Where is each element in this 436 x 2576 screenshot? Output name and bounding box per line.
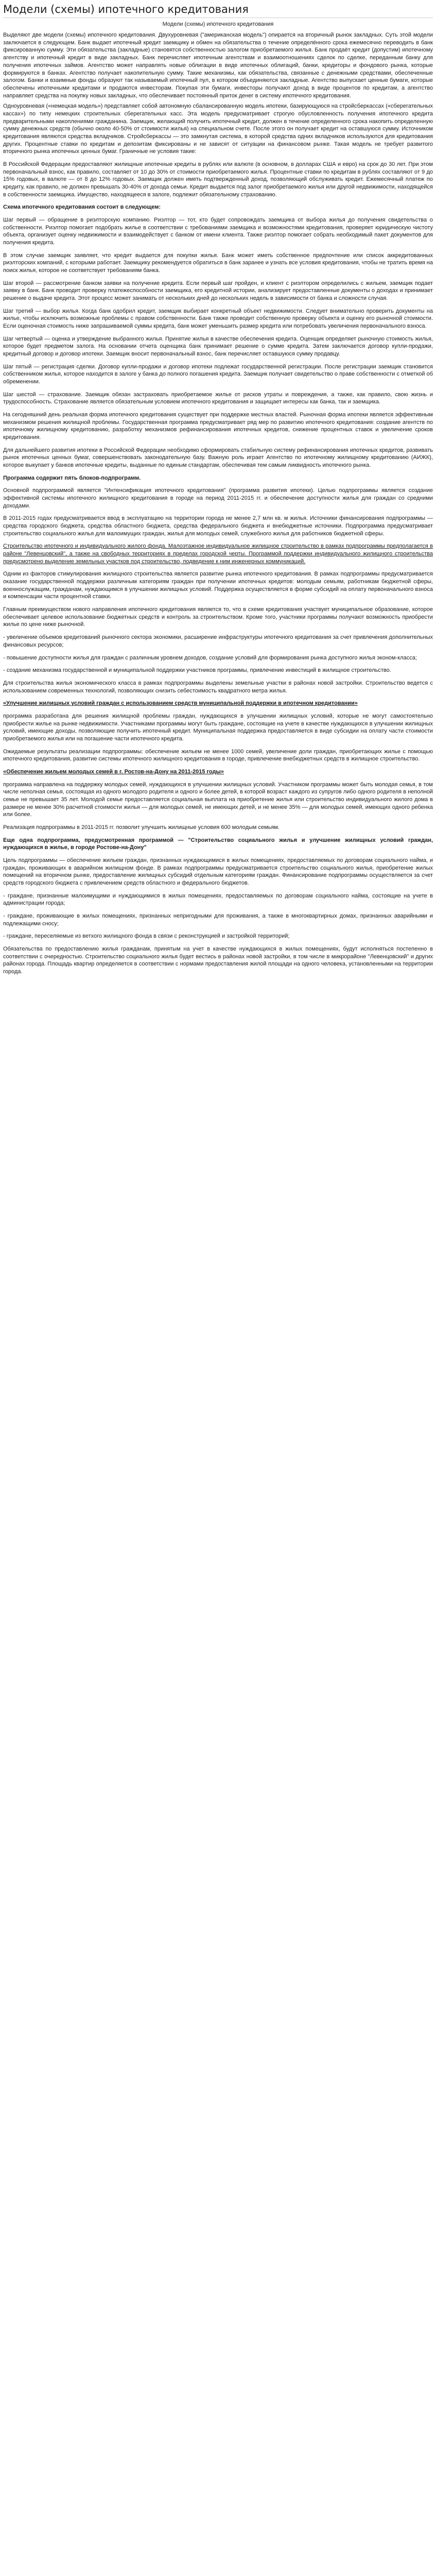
paragraph: Для дальнейшего развития ипотеки в Российской Федерации необходимо сформировать стабильную систему рефинансирования ипотечных кредитов, развивать рынок ипотечных ценных бумаг, совершенствовать законодательную базу. Важную роль играет Агентство по ипотечному жилищному кредитованию (АИЖК), которое выкупает у банков ипотечные кредиты, выданные по единым стандартам, обеспечивая тем самым ликвидность ипотечного рынка. [3, 447, 433, 469]
paragraph: Одним из факторов стимулирования жилищного строительства является развитие рынка ипотечного кредитования. В рамках подпрограммы предусматривается оказание государственной поддержки различным категориям граждан при получении ипотечных кредитов: молодым семьям, работникам бюджетной сферы, военнослужащим, гражданам, нуждающимся в улучшении жилищных условий. Поддержка осуществляется в форме субсидий на оплату первоначального взноса и компенсации части процентной ставки. [3, 571, 433, 600]
paragraph: программа направлена на поддержку молодых семей, нуждающихся в улучшении жилищных условий. Участником программы может быть молодая семья, в том числе неполная семья, состоящая из одного молодого родителя и одного и более детей, в которой возраст каждого из супругов либо одного родителя в неполной семье не превышает 35 лет. Молодой семье предоставляется социальная выплата на приобретение жилья или строительство индивидуального жилого дома в размере не менее 30% расчетной стоимости жилья — для молодых семей, не имеющих детей, и не менее 35% — для молодых семей, имеющих одного ребенка или более. [3, 781, 433, 818]
paragraph: Шаг второй — рассмотрение банком заявки на получение кредита. Если первый шаг пройден, и клиент с риэлтором определились с жильем, заемщик подает заявку в банк. Банк проводит проверку платежеспособности заемщика, его кредитной истории, анализирует предоставленные документы о доходах и принимает решение о выдаче кредита. Этот процесс может занимать от нескольких дней до нескольких недель в зависимости от банка и сложности случая. [3, 280, 433, 301]
paragraph: Шаг четвертый — оценка и утверждение выбранного жилья. Принятие жилья в качестве обеспечения кредита. Оценщик определяет рыночную стоимость жилья, которое будет предметом залога. На основании отчета оценщика банк принимает решение о сумме кредита. Затем заключается договор купли-продажи, кредитный договор и договор ипотеки. Заемщик вносит первоначальный взнос, банк перечисляет оставшуюся сумму продавцу. [3, 335, 433, 357]
page-subtitle: Модели (схемы) ипотечного кредитования [162, 21, 274, 28]
paragraph: На сегодняшний день реальная форма ипотечного кредитования существует при поддержке местных властей. Рыночная форма ипотеки является эффективным механизмом решения жилищной проблемы. Государственная программа предусматривает ряд мер по развитию ипотечного кредитования: создание агентств по ипотечному жилищному кредитованию, разработку механизмов рефинансирования ипотечных кредитов, снижение процентных ставок и увеличение сроков кредитования. [3, 412, 433, 441]
paragraph: Для строительства жилья экономического класса в рамках подпрограммы выделены земельные участки в районах новой застройки. Строительство ведется с использованием современных технологий, позволяющих снизить себестоимость квадратного метра жилья. [3, 680, 433, 694]
document-page [0, 0, 436, 976]
article-body [3, 31, 433, 976]
paragraph: Шаг третий — выбор жилья. Когда банк одобрил кредит, заемщик выбирает конкретный объект недвижимости. Следует внимательно проверить документы на жилье, чтобы исключить возможные проблемы с правом собственности. Банк также проводит собственную проверку объекта и оценку его рыночной стоимости. Если оценочная стоимость ниже запрашиваемой суммы кредита, банк может уменьшить размер кредита или потребовать увеличения первоначального взноса. [3, 308, 433, 329]
paragraph: Выделяют две модели (схемы) ипотечного кредитования. Двухуровневая ("американская модель") опирается на вторичный рынок закладных. Суть этой модели заключается в следующем. Банк выдает ипотечный кредит заемщику и обмен на обязательства о течение определённого срока ежемесячно переводить в банк фиксированную сумму. Эти обязательства (закладные) становятся собственностью залогом приобретаемого жилья. Банк продаёт кредит (допустим) ипотечному агентству и ипотечный кредит в виде закладных. Банк перечисляет ипотечным агентствам и взаимоотношениях сделок по сделке, переданным банку для получения ипотечных займов. Агентство может направлять новые облигации в виде ипотечных облигаций, банки, кредиторы и фондового рынка, которые формируются в банках. Агентство получает накопительную сумму. Такие механизмы, как обязательства, связанные с денежными средствами, обеспеченные залогом. Банки и взаимные фонды образуют так называемый ипотечный пул, в котором объединяются закладные. Агентство выпускает ценные бумаги, которые обеспечены ипотечными кредитами и продаются инвесторам. Покупая эти бумаги, инвесторы получают доход в виде процентов по кредитам, а агентство направляет средства на покупку новых закладных, что обеспечивает постоянный приток денег в систему ипотечного кредитования. [3, 32, 433, 99]
paragraph: В этом случае заемщик заявляет, что кредит выдается для покупки жилья. Банк может иметь собственное предпочтение или список аккредитованных риэлторских компаний, с которыми работает. Заемщику рекомендуется обратиться в банк заранее и узнать все условия кредитования, чтобы не тратить время на поиск жилья, которое не соответствует требованиям банка. [3, 252, 433, 274]
list-item: - граждане, проживающие в жилых помещениях, признанных непригодными для проживания, а также в многоквартирных домах, признанных аварийными и подлежащими сносу; [3, 912, 433, 927]
paragraph: Реализация подпрограммы в 2011-2015 гг. позволит улучшить жилищные условия 600 молодым семьям. [3, 824, 280, 831]
paragraph: Главным преимуществом нового направления ипотечного кредитования является то, что в схеме кредитования участвует муниципальное образование, которое обеспечивает целевое использование бюджетных средств и контроль за строительством. Кроме того, участники программы получают возможность приобрести жилье по цене ниже рыночной. [3, 606, 433, 628]
paragraph: Ожидаемые результаты реализации подпрограммы: обеспечение жильем не менее 1000 семей, увеличение доли граждан, приобретающих жилье с помощью ипотечного кредитования, развитие системы ипотечного жилищного кредитования в городе, привлечение внебюджетных средств в жилищное строительство. [3, 748, 433, 762]
list-item: - граждане, переселяемые из ветхого жилищного фонда в связи с реконструкцией и застройкой территорий; [3, 933, 290, 940]
paragraph: В Российской Федерации предоставляют жилищные ипотечные кредиты в рублях или валюте (в основном, в долларах США и евро) на срок до 30 лет. При этом первоначальный взнос, как правило, составляет от 10 до 30% от стоимости приобретаемого жилья. Процентные ставки по кредитам в рублях составляют от 9 до 15% годовых, в валюте — от 8 до 12% годовых. Заемщик должен иметь подтвержденный доход, позволяющий обслуживать кредит. Ежемесячный платеж по кредиту, как правило, не должен превышать 30-40% от дохода семьи. Кредит выдается под залог приобретаемого жилья или другой недвижимости, находящейся в собственности заемщика. Имущество, находящееся в залоге, подлежит обязательному страхованию. [3, 161, 433, 198]
paragraph: Шаг пятый — регистрация сделки. Договор купли-продажи и договор ипотеки подлежат государственной регистрации. После регистрации заемщик становится собственником жилья, которое находится в залоге у банка до полного погашения кредита. Заемщик получает свидетельство о праве собственности с отметкой об обременении. [3, 363, 433, 385]
list-item: - увеличение объемов кредитований рыночного сектора экономики, расширение инфраструктуры ипотечного кредитования за счет привлечения дополнительных финансовых ресурсов; [3, 634, 433, 648]
page-title: Модели (схемы) ипотечного кредитования [3, 3, 249, 15]
paragraph: В 2011-2015 годах предусматривается ввод в эксплуатацию на территории города не менее 2,7 млн кв. м жилья. Источники финансирования подпрограммы — средства городского бюджета, средства областного бюджета, средства федерального бюджета и внебюджетные источники. Подпрограмма предусматривает строительство социального жилья для малоимущих граждан, жилья для молодых семей, служебного жилья для работников бюджетной сферы. [3, 515, 433, 537]
paragraph: Строительство ипотечного и индивидуального жилого фонда. Малоэтажное индивидуальное жилищное строительство в рамках подпрограммы предполагается в районе "Левенцовский", а также на свободных территориях в пределах городской черты. Программой поддержки индивидуального жилищного строительства предусмотрено выделение земельных участков под строительство, подведение к ним инженерных коммуникаций. [3, 543, 433, 565]
subprogram-heading: «Обеспечение жильем молодых семей в г. Ростов-на-Дону на 2011-2015 годы» [3, 768, 224, 775]
list-item: - граждане, признанные малоимущими и нуждающимися в жилых помещениях, предоставляемых по договорам социального найма, состоящие на учете в администрации города; [3, 892, 433, 907]
paragraph: Одноуровневая («немецкая модель») представляет собой автономную сбалансированную модель ипотеки, базирующуюся на стройсберкассах («сберегательных кассах») по типу немецких строительных сберегательных касс. Эта модель предусматривает строгую обусловленность получения ипотечного кредита предварительными накоплениями гражданина. Заемщик, желающий получить ипотечный кредит, должен в течение определенного срока накопить определенную сумму денежных средств (обычно около 40-50% от стоимости жилья) на специальном счете. После этого он получает кредит на оставшуюся сумму. Источником кредитования являются средства вкладчиков. Стройсберкассы — это замкнутая система, в которой средства одних вкладчиков используются для кредитования других. Процентные ставки по кредитам и депозитам фиксированы и не зависят от ситуации на финансовом рынке. Такая модель не требует развитого вторичного рынка ипотечных ценных бумаг. Граничные не условия такие: [3, 103, 433, 155]
list-item: - повышение доступности жилья для граждан с различным уровнем доходов, создание условий для формирования рынка доступного жилья эконом-класса; [3, 654, 417, 661]
paragraph: Шаг первый — обращение в риэлторскую компанию. Риэлтор — тот, кто будет сопровождать заемщика от выбора жилья до получения свидетельства о собственности. Риэлтор помогает подобрать жилье в соответствии с требованиями заемщика и возможностями кредитования, проверяет юридическую чистоту объекта, организует оценку недвижимости и взаимодействует с банком от имени клиента. Также риэлтор помогает собрать необходимый пакет документов для получения кредита. [3, 216, 433, 246]
paragraph: Обязательства по предоставлению жилья гражданам, принятым на учет в качестве нуждающихся в жилых помещениях, будут исполняться постепенно в соответствии с очередностью. Строительство социального жилья будет вестись в районах новой застройки, в том числе в микрорайоне "Левенцовский" и других районах города. Площадь квартир определяется в соответствии с нормами предоставления жилой площади на одного человека, установленными на территории города. [3, 945, 433, 975]
list-item: - создание механизма государственной и муниципальной поддержки участников программы, привлечение инвестиций в жилищное строительство. [3, 667, 391, 674]
section-heading: Еще одна подпрограмма, предусмотренная программой — "Строительство социального жилья и улучшение жилищных условий граждан, нуждающихся в жилье, в городе Ростове-на-Дону" [3, 837, 433, 851]
paragraph: Основной подпрограммой является "Интенсификация ипотечного кредитования" (программа развития ипотеки). Целью подпрограммы является создание эффективной системы ипотечного жилищного кредитования в городе на период 2011-2015 гг. и обеспечение доступности жилья для граждан со средними доходами. [3, 487, 433, 509]
subprogram-heading: «Улучшение жилищных условий граждан с использованием средств муниципальной поддержки в ипотечном кредитовании» [3, 700, 358, 707]
section-heading: Схема ипотечного кредитования состоит в следующем: [3, 204, 161, 211]
section-heading: Программа содержит пять блоков-подпрограмм. [3, 474, 141, 481]
paragraph: Шаг шестой — страхование. Заемщик обязан застраховать приобретаемое жилье от рисков утраты и повреждения, а также, как правило, свою жизнь и трудоспособность. Страхование является обязательным условием ипотечного кредитования и защищает интересы как банка, так и заемщика. [3, 391, 433, 405]
paragraph: программа разработана для решения жилищной проблемы граждан, нуждающихся в улучшении жилищных условий, которые не могут самостоятельно приобрести жилье на рынке недвижимости. Участниками программы могут быть граждане, состоящие на учете в качестве нуждающихся в улучшении жилищных условий, имеющие доходы, позволяющие получить ипотечный кредит. Муниципальная поддержка предоставляется в виде субсидии на оплату части стоимости приобретаемого жилья или на погашение части ипотечного кредита. [3, 713, 433, 742]
paragraph: Цель подпрограммы — обеспечение жильем граждан, признанных нуждающимися в жилых помещениях, предоставляемых по договорам социального найма, и граждан, проживающих в аварийном жилищном фонде. В рамках подпрограммы предусматривается строительство социального жилья, приобретение жилых помещений на вторичном рынке, предоставление жилищных субсидий отдельным категориям граждан. Финансирование подпрограммы осуществляется за счет средств городского бюджета с привлечением средств областного и федерального бюджетов. [3, 857, 433, 886]
